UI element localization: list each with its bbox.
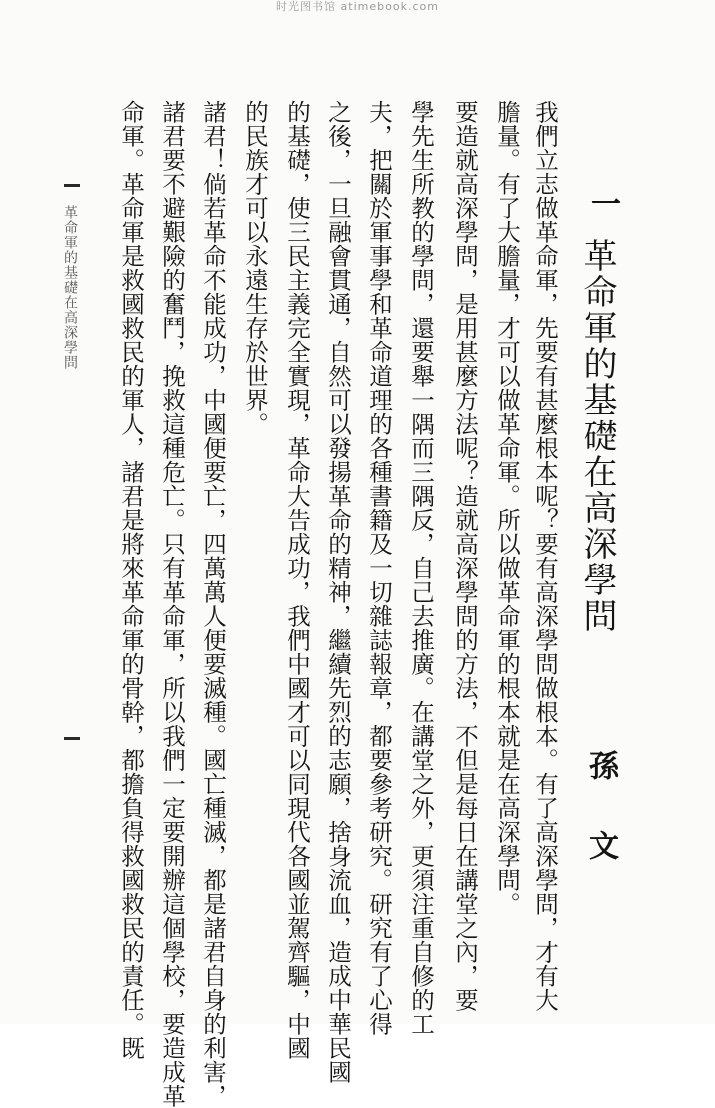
body-line-2: 膽量。有了大膽量，才可以做革命軍。所以做革命軍的根本就是在高深學問。 <box>493 100 521 916</box>
body-line-5: 夫，把關於軍事學和革命道理的各種書籍及一切雜誌報章，都要參考研究。研究有了心得 <box>365 100 393 1036</box>
author-name: 孫 文 <box>583 750 618 870</box>
body-line-4: 學先生所教的學問，還要舉一隅而三隅反，自己去推廣。在講堂之外，更須注重自修的工 <box>407 100 435 1036</box>
body-line-1: 我們立志做革命軍，先要有甚麼根本呢？要有高深學問做根本。有了高深學問，才有大 <box>531 100 559 1012</box>
body-line-6: 之後，一旦融會貫通，自然可以發揚革命的精神，繼續先烈的志願，捨身流血，造成中華民國 <box>324 100 352 1084</box>
site-watermark: 时光图书馆 atimebook.com <box>276 0 439 13</box>
body-line-8: 的民族才可以永遠生存於世界。 <box>241 100 269 436</box>
body-line-11: 命軍。革命軍是救國救民的軍人，諸君是將來革命軍的骨幹，都擔負得救國救民的責任。既 <box>117 100 145 1060</box>
margin-number-bottom <box>64 737 80 740</box>
margin-number-top <box>64 184 80 187</box>
margin-running-title: 革命軍的基礎在高深學問 <box>62 205 78 370</box>
body-line-10: 諸君要不避艱險的奮鬥，挽救這種危亡。只有革命軍，所以我們一定要開辦這個學校，要造成革 <box>158 100 186 1108</box>
body-line-7: 的基礎，使三民主義完全實現，革命大告成功，我們中國才可以同現代各國並駕齊驅，中國 <box>283 100 311 1060</box>
chapter-number: 一 <box>585 188 620 219</box>
article-title: 革命軍的基礎在高深學問 <box>577 238 617 634</box>
body-line-9: 諸君！倘若革命不能成功，中國便要亡，四萬萬人便要滅種。國亡種滅，都是諸君自身的利害， <box>199 100 227 1108</box>
body-line-3: 要造就高深學問，是用甚麼方法呢？造就高深學問的方法，不但是每日在講堂之內，要 <box>451 100 479 1012</box>
